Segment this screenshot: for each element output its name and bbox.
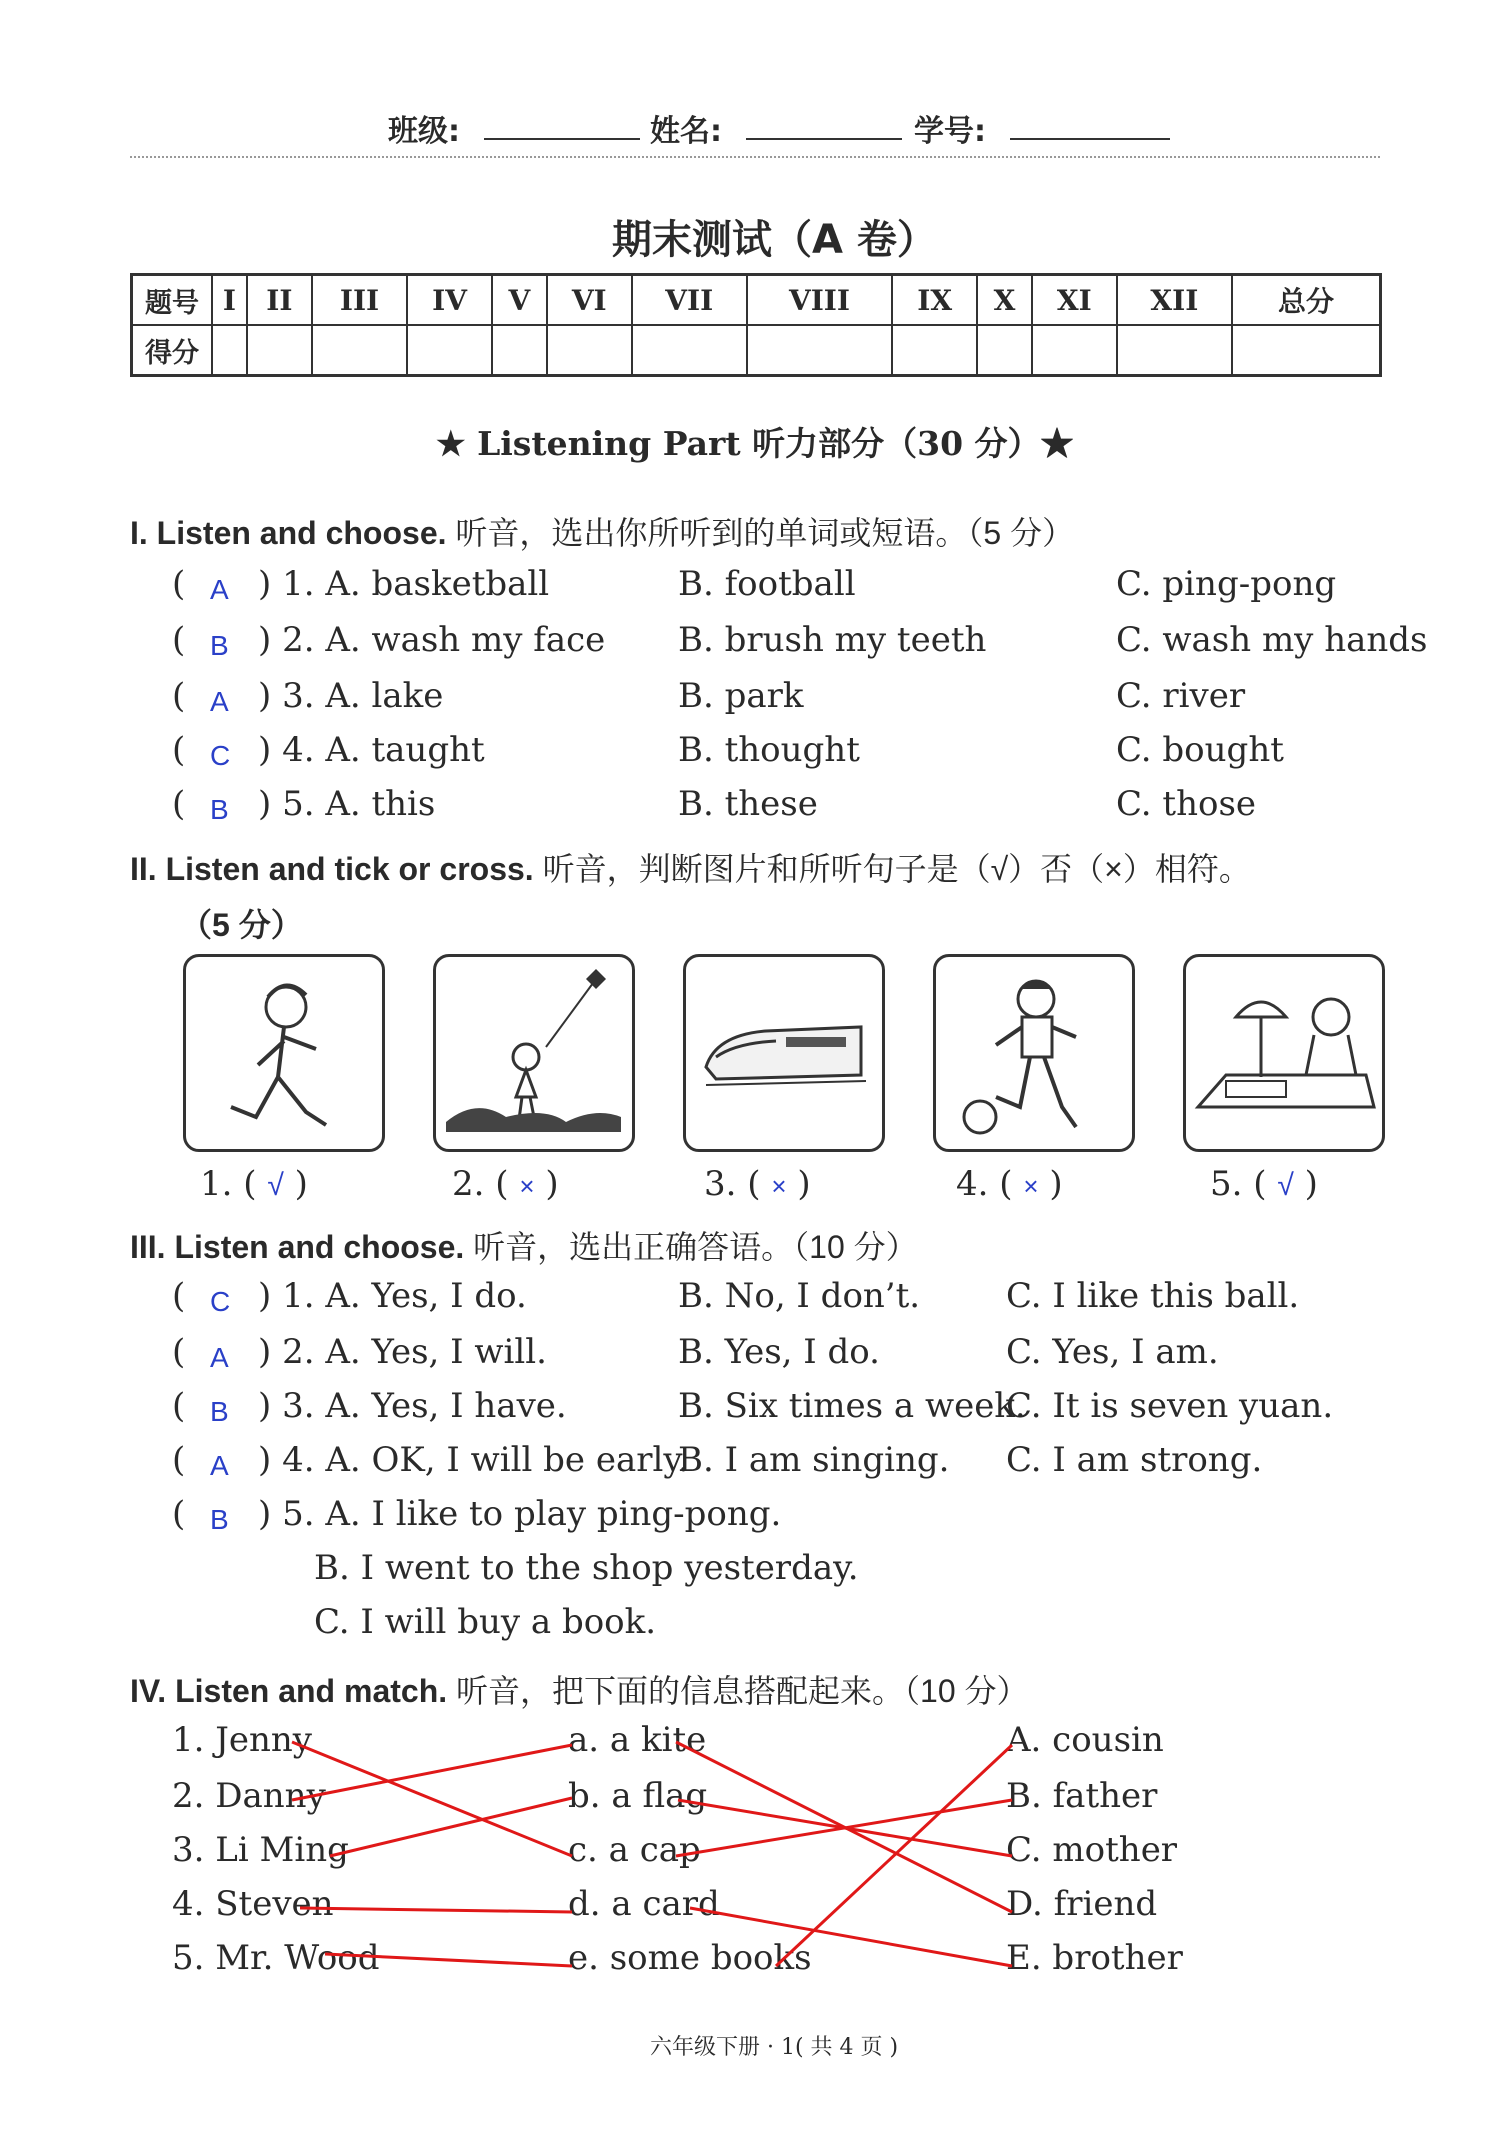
section4-title: IV. Listen and match. 听音，把下面的信息搭配起来。（10 分） (130, 1673, 1029, 1709)
name-label: 姓名: (650, 114, 722, 149)
section3-title: III. Listen and choose. 听音，选出正确答语。（10 分） (130, 1229, 918, 1265)
score-col: VIII (747, 275, 892, 326)
match-relation[interactable]: D. friend (1006, 1884, 1158, 1924)
option-b[interactable]: B. I went to the shop yesterday. (314, 1548, 859, 1588)
answer-open-paren: ( (172, 1494, 186, 1534)
cross-mark[interactable]: × (519, 1171, 535, 1201)
option-b[interactable]: B. I am singing. (678, 1440, 950, 1480)
class-blank[interactable] (484, 112, 640, 140)
score-cell[interactable] (1032, 325, 1117, 376)
option-b[interactable]: B. park (678, 676, 804, 716)
option-a[interactable]: ) 5. A. this (258, 784, 436, 824)
match-line (678, 1800, 1012, 1856)
match-line (330, 1798, 572, 1856)
match-thing[interactable]: a. a kite (568, 1720, 707, 1760)
tick-mark[interactable]: √ (267, 1169, 284, 1202)
score-cell[interactable] (747, 325, 892, 376)
answer-mark[interactable]: A (210, 1342, 229, 1373)
score-table-header-row (132, 275, 1381, 326)
score-col: IX (892, 275, 977, 326)
picture-answer-5: 5. ( √ ) (1210, 1164, 1318, 1204)
option-a[interactable]: ) 5. A. I like to play ping-pong. (258, 1494, 782, 1534)
score-cell[interactable] (247, 325, 312, 376)
header-divider (130, 156, 1380, 158)
match-person[interactable]: 1. Jenny (172, 1720, 313, 1760)
picture-answer-3: 3. ( × ) (704, 1164, 811, 1204)
score-cell[interactable] (632, 325, 747, 376)
score-col: II (247, 275, 312, 326)
score-cell[interactable] (892, 325, 977, 376)
answer-open-paren: ( (172, 1332, 186, 1372)
answer-mark[interactable]: B (210, 1504, 229, 1535)
option-c[interactable]: C. wash my hands (1116, 620, 1428, 660)
answer-open-paren: ( (172, 730, 186, 770)
score-col: VII (632, 275, 747, 326)
section1-title: I. Listen and choose. 听音，选出你所听到的单词或短语。（5 分） (130, 515, 1075, 551)
page-footer: 六年级下册 · 1( 共 4 页 ) (650, 2035, 899, 2060)
option-b[interactable]: B. thought (678, 730, 860, 770)
option-a[interactable]: ) 2. A. wash my face (258, 620, 606, 660)
class-label: 班级: (388, 114, 460, 149)
match-relation[interactable]: C. mother (1006, 1830, 1178, 1870)
score-table-score-row (132, 325, 1381, 376)
score-table-row-label: 题号 (132, 275, 213, 326)
match-thing[interactable]: c. a cap (568, 1830, 701, 1870)
match-thing[interactable]: e. some books (568, 1938, 812, 1978)
match-thing[interactable]: b. a flag (568, 1776, 708, 1816)
score-cell[interactable] (407, 325, 492, 376)
option-c[interactable]: C. I am strong. (1006, 1440, 1263, 1480)
option-c[interactable]: C. I like this ball. (1006, 1276, 1300, 1316)
option-c[interactable]: C. river (1116, 676, 1246, 716)
match-line (300, 1908, 572, 1912)
match-relation[interactable]: E. brother (1006, 1938, 1183, 1978)
match-relation[interactable]: B. father (1006, 1776, 1158, 1816)
score-cell[interactable] (1117, 325, 1232, 376)
listening-part-heading: ★ Listening Part 听力部分（30 分）★ (436, 424, 1074, 463)
page-title: 期末测试（A 卷） (612, 217, 937, 263)
score-col: III (312, 275, 407, 326)
boy-kicking-ball-icon (933, 954, 1135, 1152)
option-b[interactable]: B. brush my teeth (678, 620, 987, 660)
score-col: I (212, 275, 247, 326)
girl-studying-icon (1183, 954, 1385, 1152)
cross-mark[interactable]: × (771, 1171, 787, 1201)
match-relation[interactable]: A. cousin (1006, 1720, 1164, 1760)
girl-flying-kite-icon (433, 954, 635, 1152)
option-c[interactable]: C. those (1116, 784, 1257, 824)
train-icon (683, 954, 885, 1152)
option-b[interactable]: B. Yes, I do. (678, 1332, 880, 1372)
match-person[interactable]: 2. Danny (172, 1776, 326, 1816)
score-cell-total[interactable] (1232, 325, 1381, 376)
match-line (292, 1745, 572, 1800)
option-c[interactable]: C. It is seven yuan. (1006, 1386, 1334, 1426)
option-c[interactable]: C. bought (1116, 730, 1284, 770)
option-b[interactable]: B. football (678, 564, 856, 604)
option-a[interactable]: ) 3. A. Yes, I have. (258, 1386, 567, 1426)
section2-score: （5 分） (180, 907, 303, 943)
answer-open-paren: ( (172, 1276, 186, 1316)
match-thing[interactable]: d. a card (568, 1884, 720, 1924)
tick-mark[interactable]: √ (1277, 1169, 1294, 1202)
score-cell[interactable] (212, 325, 247, 376)
picture-answer-4: 4. ( × ) (956, 1164, 1063, 1204)
option-b[interactable]: B. Six times a week. (678, 1386, 1026, 1426)
number-blank[interactable] (1010, 112, 1170, 140)
option-a[interactable]: ) 1. A. Yes, I do. (258, 1276, 527, 1316)
match-line (776, 1745, 1012, 1966)
match-person[interactable]: 4. Steven (172, 1884, 334, 1924)
match-line (676, 1800, 1012, 1856)
option-a[interactable]: ) 4. A. OK, I will be early. (258, 1440, 689, 1480)
option-b[interactable]: B. No, I don’t. (678, 1276, 921, 1316)
answer-mark[interactable]: A (210, 686, 229, 717)
answer-mark[interactable]: A (210, 574, 229, 605)
score-col-total: 总分 (1232, 275, 1381, 326)
score-cell[interactable] (977, 325, 1032, 376)
name-blank[interactable] (746, 112, 902, 140)
section2-title: II. Listen and tick or cross. 听音，判断图片和所听句子是（√）否（×）相符。 (130, 851, 1251, 887)
score-col: V (492, 275, 547, 326)
score-table (130, 273, 1382, 377)
option-a[interactable]: ) 4. A. taught (258, 730, 485, 770)
answer-mark[interactable]: B (210, 630, 229, 661)
answer-mark[interactable]: C (210, 740, 231, 771)
answer-open-paren: ( (172, 620, 186, 660)
answer-open-paren: ( (172, 1386, 186, 1426)
picture-answer-1: 1. ( √ ) (200, 1164, 308, 1204)
answer-open-paren: ( (172, 1440, 186, 1480)
answer-mark[interactable]: A (210, 1450, 229, 1481)
running-boy-icon (183, 954, 385, 1152)
match-line (676, 1742, 1012, 1912)
answer-mark[interactable]: C (210, 1286, 231, 1317)
option-c[interactable]: C. I will buy a book. (314, 1602, 657, 1642)
option-c[interactable]: C. Yes, I am. (1006, 1332, 1219, 1372)
score-table-row-label: 得分 (132, 325, 213, 376)
score-col: XI (1032, 275, 1117, 326)
answer-open-paren: ( (172, 676, 186, 716)
option-c[interactable]: C. ping-pong (1116, 564, 1337, 604)
option-a[interactable]: ) 2. A. Yes, I will. (258, 1332, 547, 1372)
answer-mark[interactable]: B (210, 794, 229, 825)
score-cell[interactable] (312, 325, 407, 376)
score-col: X (977, 275, 1032, 326)
answer-open-paren: ( (172, 564, 186, 604)
match-person[interactable]: 3. Li Ming (172, 1830, 349, 1870)
picture-answer-2: 2. ( × ) (452, 1164, 559, 1204)
score-cell[interactable] (492, 325, 547, 376)
answer-open-paren: ( (172, 784, 186, 824)
match-person[interactable]: 5. Mr. Wood (172, 1938, 380, 1978)
answer-mark[interactable]: B (210, 1396, 229, 1427)
score-col: XII (1117, 275, 1232, 326)
cross-mark[interactable]: × (1023, 1171, 1039, 1201)
score-col: VI (547, 275, 632, 326)
score-cell[interactable] (547, 325, 632, 376)
option-a[interactable]: ) 1. A. basketball (258, 564, 550, 604)
number-label: 学号: (914, 114, 986, 149)
option-a[interactable]: ) 3. A. lake (258, 676, 444, 716)
score-col: IV (407, 275, 492, 326)
option-b[interactable]: B. these (678, 784, 818, 824)
